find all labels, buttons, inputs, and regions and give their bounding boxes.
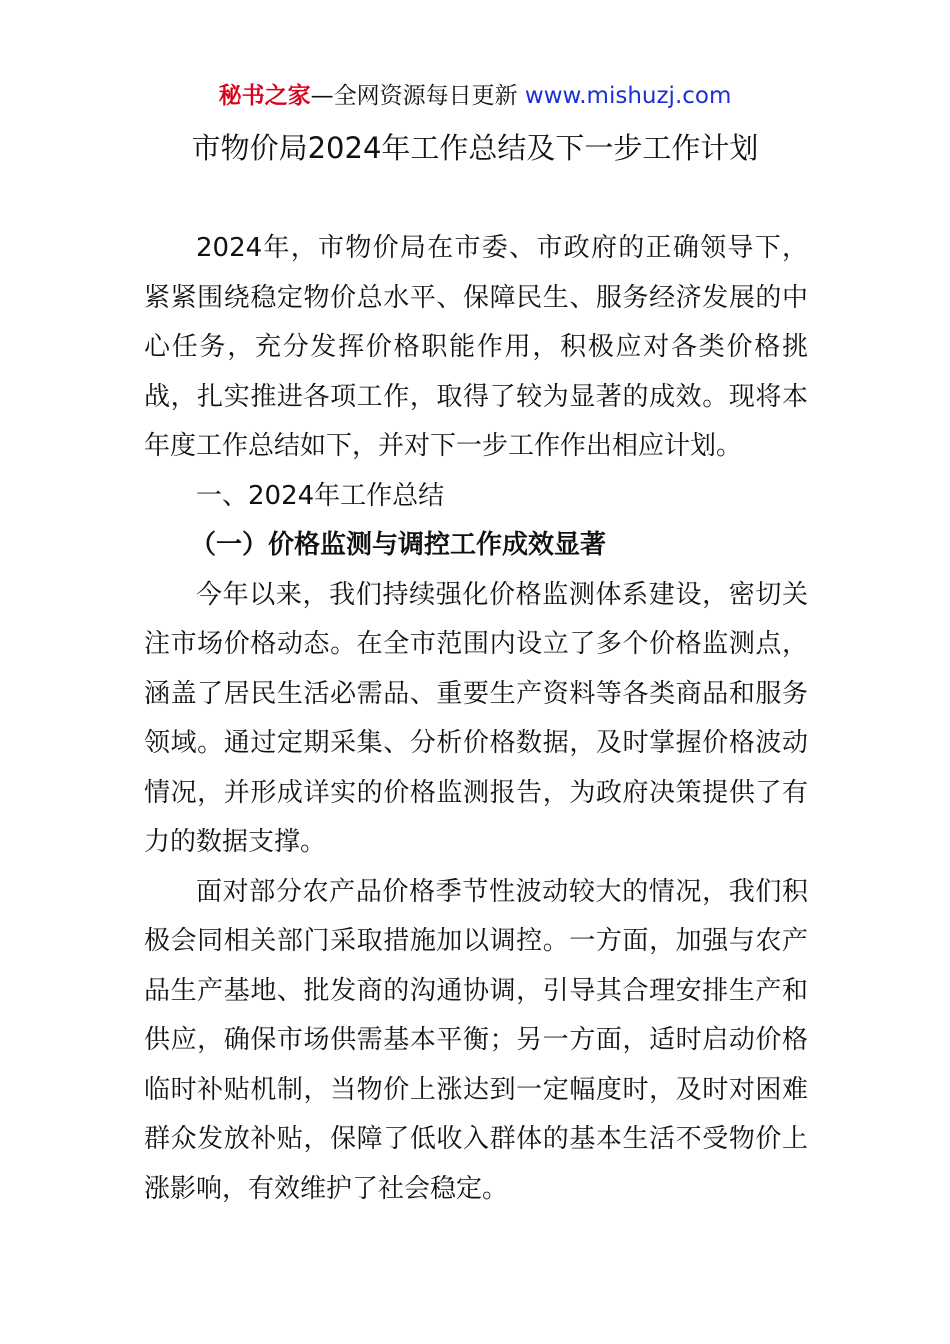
section-heading: 一、2024年工作总结	[196, 480, 445, 511]
body-paragraph: 今年以来，我们持续强化价格监测体系建设，密切关注市场价格动态。在全市范围内设立了多个价格监测点，涵盖了居民生活必需品、重要生产资料等各类商品和服务领域。通过定期采集、分析价格数据，及时掌握价格波动情况，并形成详实的价格监测报告，为政府决策提供了有力的数据支撑。	[144, 579, 808, 857]
banner-tagline: —全网资源每日更新	[310, 83, 525, 109]
document-body	[144, 224, 808, 1214]
banner-brand: 秘书之家	[218, 83, 311, 109]
banner-url: www.mishuzj.com	[524, 83, 732, 109]
intro-paragraph: 2024年，市物价局在市委、市政府的正确领导下，紧紧围绕稳定物价总水平、保障民生、服务经济发展的中心任务，充分发挥价格职能作用，积极应对各类价格挑战，扎实推进各项工作，取得了较为显著的成效。现将本年度工作总结如下，并对下一步工作作出相应计划。	[144, 233, 808, 461]
document-title: 市物价局2024年工作总结及下一步工作计划	[191, 131, 759, 165]
body-paragraph: 面对部分农产品价格季节性波动较大的情况，我们积极会同相关部门采取措施加以调控。一方面，加强与农产品生产基地、批发商的沟通协调，引导其合理安排生产和供应，确保市场供需基本平衡；另一方面，适时启动价格临时补贴机制，当物价上涨达到一定幅度时，及时对困难群众发放补贴，保障了低收入群体的基本生活不受物价上涨影响，有效维护了社会稳定。	[144, 876, 808, 1204]
subsection-heading: （一）价格监测与调控工作成效显著	[190, 530, 607, 560]
site-banner	[0, 78, 950, 114]
